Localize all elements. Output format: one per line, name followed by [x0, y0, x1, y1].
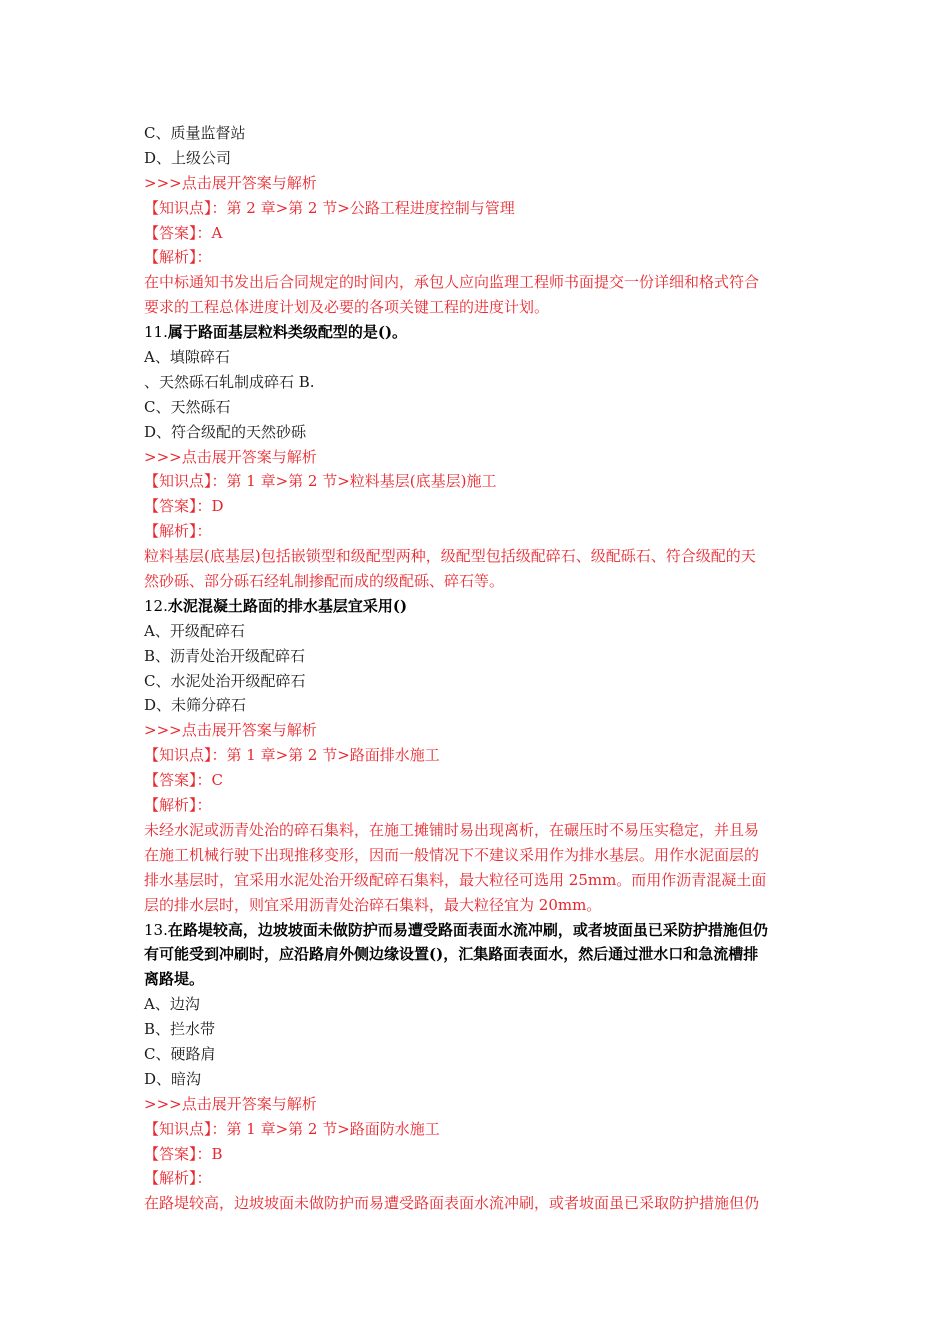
- stem-text: 水泥混凝土路面的排水基层宜采用(): [167, 596, 408, 615]
- answer: 【答案】：D: [144, 497, 224, 516]
- expand-answer-link[interactable]: >>>点击展开答案与解析: [144, 173, 317, 192]
- answer: 【答案】：C: [144, 771, 223, 790]
- option-c: C、天然砾石: [144, 397, 231, 416]
- option-b: B、拦水带: [144, 1020, 216, 1039]
- question-stem: [144, 918, 814, 943]
- analysis-line: 层的排水层时，则宜采用沥青处治碎石集料，最大粒径宜为 20mm。: [144, 895, 602, 914]
- answer: 【答案】：B: [144, 1144, 223, 1163]
- option-c: C、硬路肩: [144, 1044, 216, 1063]
- knowledge-point: 【知识点】：第 1 章>第 2 节>路面排水施工: [144, 746, 440, 765]
- question-number: 11.: [144, 323, 168, 342]
- question-stem-line: 离路堤。: [144, 970, 205, 989]
- analysis-line: 在中标通知书发出后合同规定的时间内，承包人应向监理工程师书面提交一份详细和格式符合: [144, 273, 760, 292]
- question-stem-line: 有可能受到冲刷时，应沿路肩外侧边缘设置()，汇集路面表面水，然后通过泄水口和急流槽排: [144, 945, 759, 964]
- expand-answer-link[interactable]: >>>点击展开答案与解析: [144, 721, 317, 740]
- analysis-line: 在施工机械行驶下出现推移变形，因而一般情况下不建议采用作为排水基层。用作水泥面层的: [144, 845, 760, 864]
- option-d: D、符合级配的天然砂砾: [144, 422, 307, 441]
- question-13: [144, 918, 814, 1217]
- answer: 【答案】：A: [144, 223, 223, 242]
- option-c: C、水泥处治开级配碎石: [144, 671, 306, 690]
- analysis-label: 【解析】：: [144, 1169, 212, 1188]
- question-12: [144, 594, 814, 918]
- analysis-line: 在路堤较高，边坡坡面未做防护而易遭受路面表面水流冲刷，或者坡面虽已采取防护措施但仍: [144, 1194, 760, 1213]
- prev-question: [144, 121, 814, 320]
- option-d: D、未筛分碎石: [144, 696, 247, 715]
- option-a: A、边沟: [144, 995, 200, 1014]
- option-d: D、暗沟: [144, 1069, 202, 1088]
- option-b: B、沥青处治开级配碎石: [144, 646, 306, 665]
- analysis-label: 【解析】：: [144, 796, 212, 815]
- option-a: A、开级配碎石: [144, 621, 245, 640]
- document-page: [144, 121, 814, 1216]
- question-number: 12.: [144, 596, 168, 615]
- analysis-line: 粒料基层(底基层)包括嵌锁型和级配型两种，级配型包括级配碎石、级配砾石、符合级配的天: [144, 547, 756, 566]
- analysis-line: 要求的工程总体进度计划及必要的各项关键工程的进度计划。: [144, 298, 550, 317]
- option-d: D、上级公司: [144, 148, 232, 167]
- analysis-label: 【解析】：: [144, 248, 212, 267]
- analysis-label: 【解析】：: [144, 522, 212, 541]
- stem-text: 属于路面基层粒料类级配型的是()。: [167, 323, 408, 342]
- option-a: A、填隙碎石: [144, 348, 230, 367]
- knowledge-point: 【知识点】：第 1 章>第 2 节>路面防水施工: [144, 1119, 440, 1138]
- expand-answer-link[interactable]: >>>点击展开答案与解析: [144, 447, 317, 466]
- knowledge-point: 【知识点】：第 1 章>第 2 节>粒料基层(底基层)施工: [144, 472, 497, 491]
- analysis-line: 未经水泥或沥青处治的碎石集料，在施工摊铺时易出现离析，在碾压时不易压实稳定，并且易: [144, 820, 760, 839]
- question-11: [144, 320, 814, 594]
- option-c: C、质量监督站: [144, 124, 246, 142]
- question-number: 13.: [144, 920, 168, 939]
- expand-answer-link[interactable]: >>>点击展开答案与解析: [144, 1094, 317, 1113]
- knowledge-point: 【知识点】：第 2 章>第 2 节>公路工程进度控制与管理: [144, 198, 515, 217]
- question-stem: [144, 320, 814, 345]
- analysis-line: 排水基层时，宜采用水泥处治开级配碎石集料，最大粒径可选用 25mm。而用作沥青混凝土面: [144, 870, 767, 889]
- option-b: 、天然砾石轧制成碎石 B.: [144, 372, 315, 391]
- stem-text: 在路堤较高，边坡坡面未做防护而易遭受路面表面水流冲刷，或者坡面虽已采防护措施但仍: [167, 920, 768, 939]
- analysis-line: 然砂砾、部分砾石经轧制掺配而成的级配砾、碎石等。: [144, 572, 505, 591]
- question-stem: [144, 594, 814, 619]
